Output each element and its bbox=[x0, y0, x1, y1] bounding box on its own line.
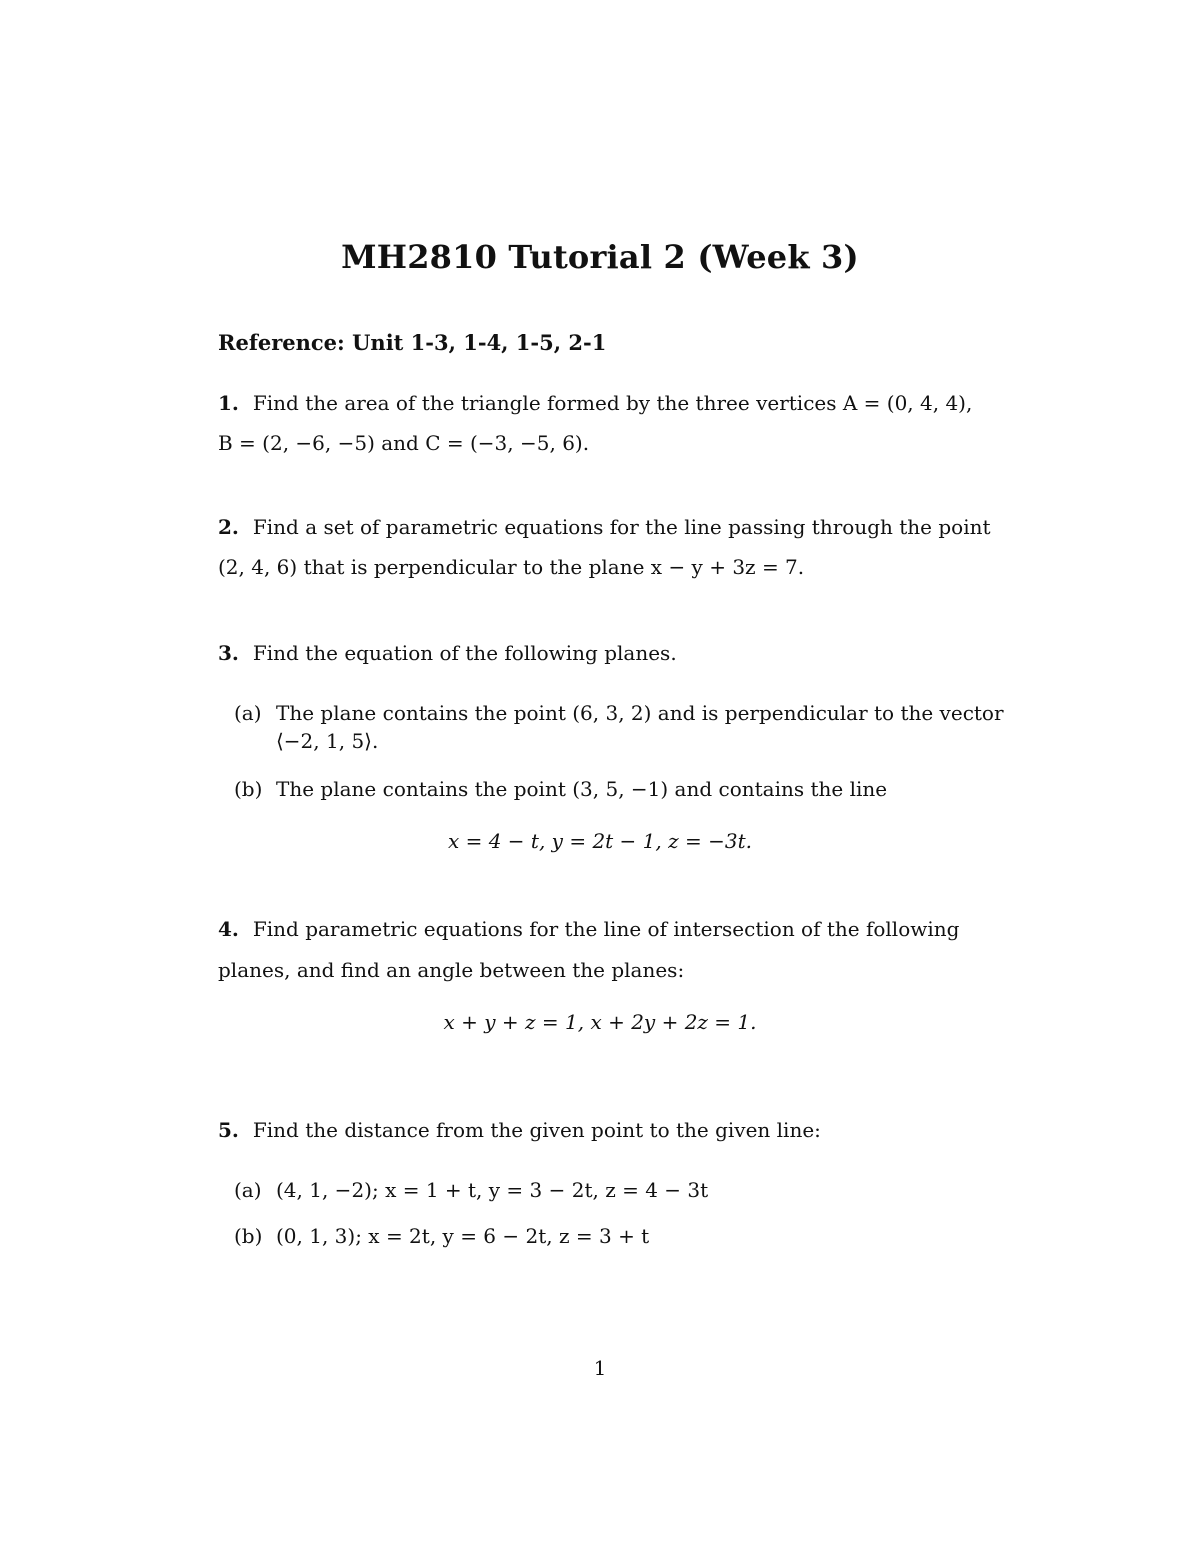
question-5b bbox=[234, 1223, 649, 1249]
question-4-line-1 bbox=[218, 916, 959, 942]
question-3-number: 3. bbox=[218, 641, 239, 665]
page-number: 1 bbox=[593, 1356, 607, 1380]
question-2-number: 2. bbox=[218, 515, 239, 539]
question-3-line-1 bbox=[218, 640, 677, 666]
reference-line: Reference: Unit 1-3, 1-4, 1-5, 2-1 bbox=[218, 330, 607, 355]
question-5a bbox=[234, 1177, 708, 1203]
question-3b bbox=[234, 776, 887, 802]
question-1-line-1 bbox=[218, 390, 972, 416]
question-3a-text: The plane contains the point (6, 3, 2) and is perpendicular to the vector bbox=[276, 701, 1004, 725]
question-2-text: Find a set of parametric equations for the line passing through the point bbox=[252, 515, 991, 539]
page-title: MH2810 Tutorial 2 (Week 3) bbox=[341, 238, 859, 276]
question-5-line-1 bbox=[218, 1117, 821, 1143]
question-5b-label: (b) bbox=[234, 1224, 263, 1248]
question-3a bbox=[234, 700, 1004, 726]
question-3b-line-equations: x = 4 − t, y = 2t − 1, z = −3t. bbox=[447, 829, 753, 853]
question-3b-label: (b) bbox=[234, 777, 263, 801]
question-5a-text: (4, 1, −2); x = 1 + t, y = 3 − 2t, z = 4 − 3t bbox=[276, 1178, 709, 1202]
question-1-number: 1. bbox=[218, 391, 239, 415]
question-4-plane-equations: x + y + z = 1, x + 2y + 2z = 1. bbox=[443, 1010, 757, 1034]
question-5-number: 5. bbox=[218, 1118, 239, 1142]
question-3b-text: The plane contains the point (3, 5, −1) and contains the line bbox=[276, 777, 888, 801]
question-5-text: Find the distance from the given point to the given line: bbox=[252, 1118, 821, 1142]
question-4-text: Find parametric equations for the line of intersection of the following bbox=[252, 917, 960, 941]
question-5a-label: (a) bbox=[234, 1178, 262, 1202]
question-5b-text: (0, 1, 3); x = 2t, y = 6 − 2t, z = 3 + t bbox=[276, 1224, 650, 1248]
question-2-line-1 bbox=[218, 514, 991, 540]
question-4-number: 4. bbox=[218, 917, 239, 941]
question-2-line-2: (2, 4, 6) that is perpendicular to the plane x − y + 3z = 7. bbox=[218, 555, 805, 579]
question-3-text: Find the equation of the following planes. bbox=[252, 641, 677, 665]
question-1-line-2: B = (2, −6, −5) and C = (−3, −5, 6). bbox=[218, 431, 590, 455]
question-4-line-2: planes, and find an angle between the planes: bbox=[218, 958, 685, 982]
question-3a-continuation: ⟨−2, 1, 5⟩. bbox=[276, 729, 379, 753]
question-3a-label: (a) bbox=[234, 701, 262, 725]
question-1-text: Find the area of the triangle formed by the three vertices A = (0, 4, 4), bbox=[252, 391, 973, 415]
